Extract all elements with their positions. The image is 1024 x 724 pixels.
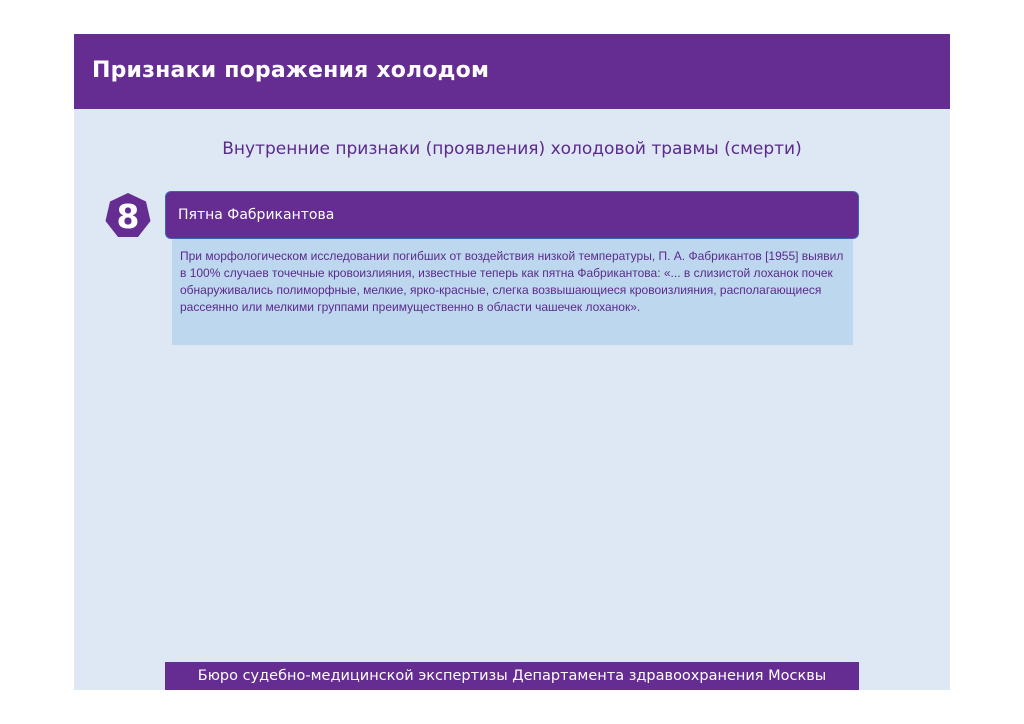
item-title: Пятна Фабрикантова — [178, 207, 335, 223]
item-description: При морфологическом исследовании погибших от воздействия низкой температуры, П. А. Фабрикантов [1955] выявил в 100% случаев точечные кровоизлияния, известные теперь как пятна Фабрикантова: «... в слизистой лоханок почек обнаруживались полиморфные, мелкие, ярко-красные, слегка возвышающиеся кровоизлияния, располагающиеся рассеянно или мелкими группами преимущественно в области чашечек лоханок». — [180, 249, 844, 314]
badge-number: 8 — [116, 197, 140, 236]
number-badge — [104, 192, 152, 240]
heptagon-badge-icon — [104, 192, 152, 240]
section-subtitle: Внутренние признаки (проявления) холодовой травмы (смерти) — [222, 139, 802, 159]
slide — [74, 34, 950, 690]
header-bar — [74, 34, 950, 109]
item-title-bar — [165, 191, 859, 239]
item-description-box — [172, 239, 853, 345]
page-title: Признаки поражения холодом — [92, 58, 490, 83]
footer-bar: Бюро судебно-медицинской экспертизы Департамента здравоохранения Москвы — [165, 662, 859, 690]
